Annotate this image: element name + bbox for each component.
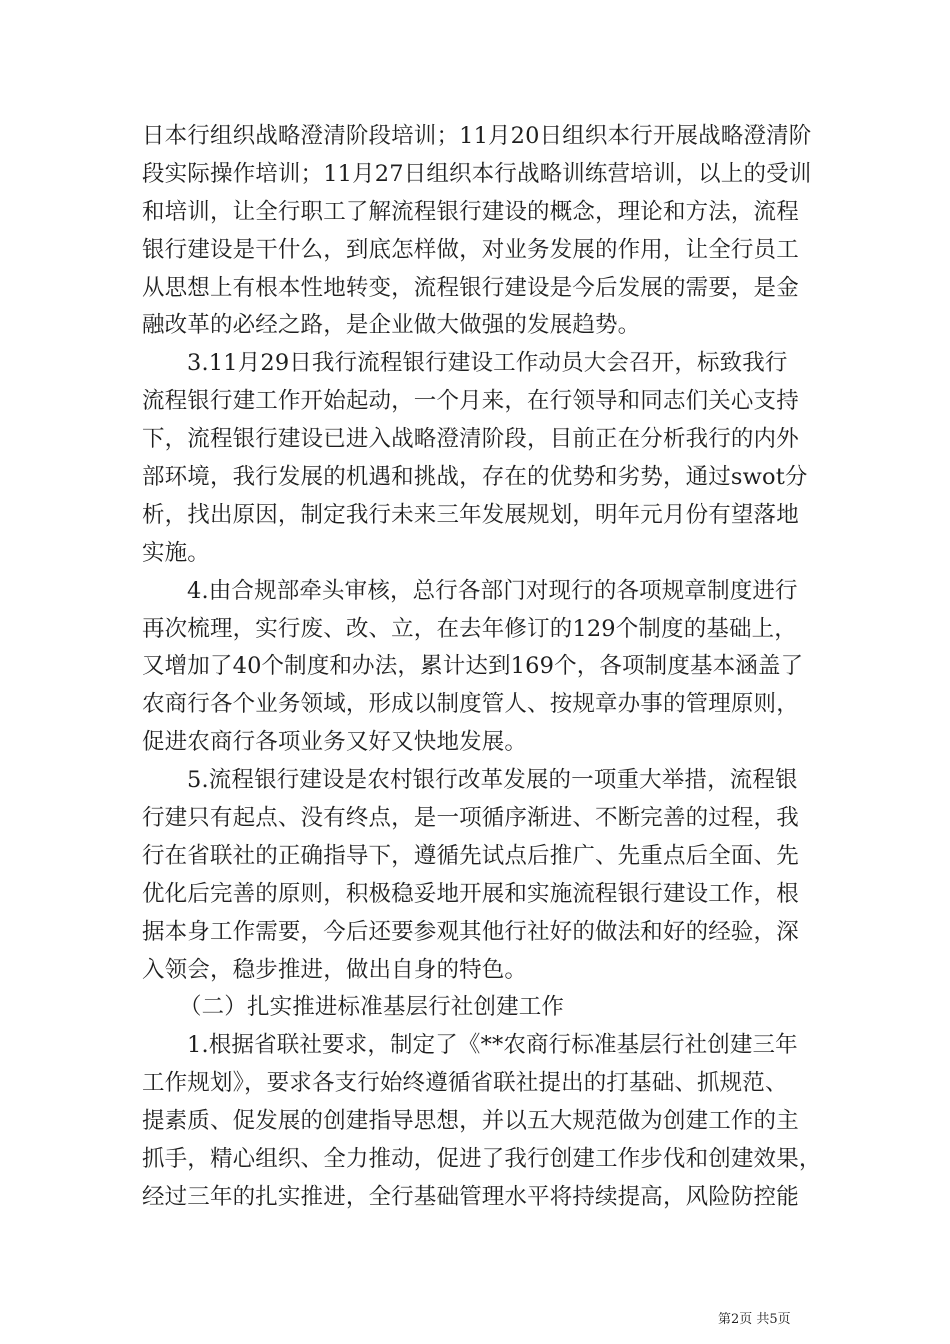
text-line: 析，找出原因，制定我行未来三年发展规划，明年元月份有望落地 <box>142 501 799 528</box>
paragraph-start-1: 1.根据省联社要求，制定了《**农商行标准基层行社创建三年 <box>187 1032 798 1059</box>
text-line: 据本身工作需要，今后还要参观其他行社好的做法和好的经验，深 <box>142 918 799 945</box>
text-line: 银行建设是干什么，到底怎样做，对业务发展的作用，让全行员工 <box>142 236 799 263</box>
page-number: 第2页 共5页 <box>718 1312 791 1327</box>
paragraph-start-5: 5.流程银行建设是农村银行改革发展的一项重大举措，流程银 <box>187 767 798 794</box>
text-line: 实施。 <box>142 539 210 566</box>
text-line: 部环境，我行发展的机遇和挑战，存在的优势和劣势，通过swot分 <box>142 464 808 491</box>
section-heading: （二）扎实推进标准基层行社创建工作 <box>179 994 565 1021</box>
text-line: 又增加了40个制度和办法，累计达到169个，各项制度基本涵盖了 <box>142 653 804 680</box>
paragraph-start-3: 3.11月29日我行流程银行建设工作动员大会召开，标致我行 <box>187 350 788 377</box>
text-line: 优化后完善的原则，积极稳妥地开展和实施流程银行建设工作，根 <box>142 880 799 907</box>
text-line: 提素质、促发展的创建指导思想，并以五大规范做为创建工作的主 <box>142 1108 799 1135</box>
text-line: 流程银行建工作开始起动，一个月来，在行领导和同志们关心支持 <box>142 388 799 415</box>
body-text <box>142 118 822 1217</box>
text-line: 入领会，稳步推进，做出自身的特色。 <box>142 956 528 983</box>
paragraph-start-4: 4.由合规部牵头审核，总行各部门对现行的各项规章制度进行 <box>187 577 798 604</box>
text-line: 和培训，让全行职工了解流程银行建设的概念，理论和方法，流程 <box>142 198 799 225</box>
text-line: 下，流程银行建设已进入战略澄清阶段，目前正在分析我行的内外 <box>142 426 799 453</box>
text-line: 融改革的必经之路，是企业做大做强的发展趋势。 <box>142 312 641 339</box>
text-line: 行在省联社的正确指导下，遵循先试点后推广、先重点后全面、先 <box>142 842 799 869</box>
text-line: 从思想上有根本性地转变，流程银行建设是今后发展的需要，是金 <box>142 274 799 301</box>
text-line: 日本行组织战略澄清阶段培训；11月20日组织本行开展战略澄清阶 <box>142 123 812 149</box>
text-line: 促进农商行各项业务又好又快地发展。 <box>142 729 528 756</box>
text-line: 农商行各个业务领域，形成以制度管人、按规章办事的管理原则， <box>142 691 799 718</box>
text-line: 段实际操作培训；11月27日组织本行战略训练营培训，以上的受训 <box>142 160 812 187</box>
text-line: 抓手，精心组织、全力推动，促进了我行创建工作步伐和创建效果， <box>142 1146 822 1173</box>
text-line: 再次梳理，实行废、改、立，在去年修订的129个制度的基础上， <box>142 615 797 642</box>
text-line: 工作规划》，要求各支行始终遵循省联社提出的打基础、抓规范、 <box>142 1070 788 1097</box>
text-line: 行建只有起点、没有终点，是一项循序渐进、不断完善的过程，我 <box>142 805 799 832</box>
text-line: 经过三年的扎实推进，全行基础管理水平将持续提高，风险防控能 <box>142 1183 799 1210</box>
